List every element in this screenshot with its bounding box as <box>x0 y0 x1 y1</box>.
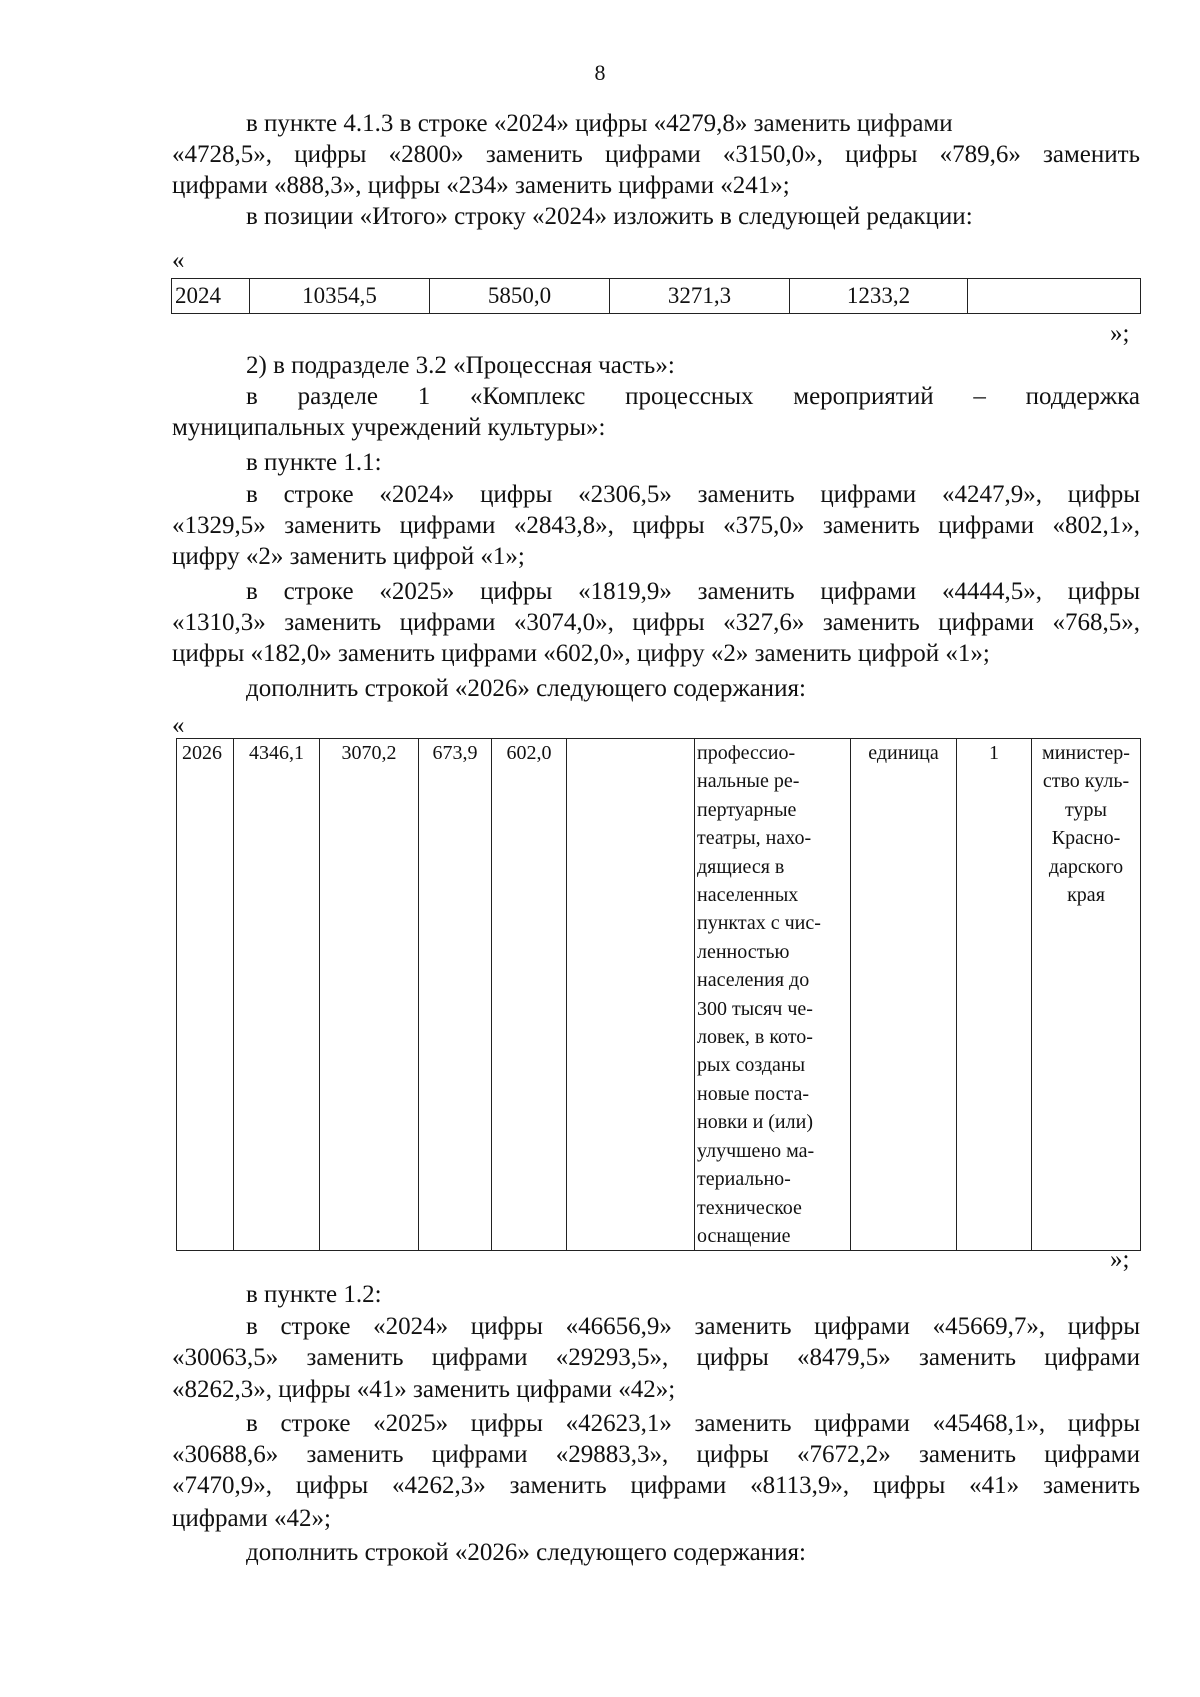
close-quote-mark: »; <box>1110 320 1130 347</box>
table-row <box>177 739 1141 1251</box>
page-number: 8 <box>594 60 606 85</box>
close-quote-mark: »; <box>1110 1246 1130 1273</box>
open-quote-mark: « <box>172 247 185 274</box>
paragraph-line: в строке «2025» цифры «42623,1» заменить цифрами «45468,1», цифры <box>246 1410 1140 1437</box>
table-cell: 2026 <box>177 739 234 1251</box>
paragraph-line: в пункте 4.1.3 в строке «2024» цифры «4279,8» заменить цифрами <box>246 110 953 137</box>
value-cell: 1 <box>957 739 1032 1251</box>
table-cell: 5850,0 <box>430 279 610 314</box>
table-cell: 1233,2 <box>790 279 968 314</box>
paragraph-line: в строке «2024» цифры «2306,5» заменить цифрами «4247,9», цифры <box>246 481 1140 508</box>
paragraph-line: «30688,6» заменить цифрами «29883,3», цифры «7672,2» заменить цифрами <box>172 1441 1140 1468</box>
table-cell: 2024 <box>172 279 250 314</box>
paragraph-line: в пункте 1.2: <box>246 1281 382 1308</box>
table-cell: 10354,5 <box>250 279 430 314</box>
paragraph-line: в позиции «Итого» строку «2024» изложить в следующей редакции: <box>246 203 973 230</box>
total-2024-table <box>171 278 1141 314</box>
unit-cell: единица <box>851 739 957 1251</box>
paragraph-line: цифрами «42»; <box>172 1505 331 1532</box>
paragraph-line: цифру «2» заменить цифрой «1»; <box>172 543 525 570</box>
row-2026-table <box>176 738 1141 1251</box>
table-cell: 4346,1 <box>234 739 320 1251</box>
paragraph-line: «1310,3» заменить цифрами «3074,0», цифры «327,6» заменить цифрами «768,5», <box>172 609 1140 636</box>
paragraph-line: дополнить строкой «2026» следующего содержания: <box>246 1539 806 1566</box>
indicator-description-cell: профессио- нальные ре- пертуарные театры, нахо- дящиеся в населенных пунктах с чис- ленностью населения до 300 тысяч че- ловек, в кото- рых созданы новые поста- новки и (или) улучшено ма- териально- техническое оснащение <box>695 739 851 1251</box>
responsible-cell: министер- ство куль- туры Краснo- дарского края <box>1032 739 1141 1251</box>
paragraph-line: «4728,5», цифры «2800» заменить цифрами «3150,0», цифры «789,6» заменить <box>172 141 1140 168</box>
table-cell <box>968 279 1141 314</box>
table-row <box>172 279 1141 314</box>
paragraph-line: «30063,5» заменить цифрами «29293,5», цифры «8479,5» заменить цифрами <box>172 1344 1140 1371</box>
table-cell <box>567 739 695 1251</box>
paragraph-line: в строке «2024» цифры «46656,9» заменить цифрами «45669,7», цифры <box>246 1313 1140 1340</box>
paragraph-line: цифрами «888,3», цифры «234» заменить цифрами «241»; <box>172 172 790 199</box>
open-quote-mark: « <box>172 712 185 739</box>
paragraph-line: в пункте 1.1: <box>246 449 382 476</box>
paragraph-line: дополнить строкой «2026» следующего содержания: <box>246 675 806 702</box>
table-cell: 3070,2 <box>320 739 419 1251</box>
paragraph-line: в строке «2025» цифры «1819,9» заменить цифрами «4444,5», цифры <box>246 578 1140 605</box>
paragraph-line: в разделе 1 «Комплекс процессных мероприятий – поддержка <box>246 383 1140 410</box>
paragraph-line: цифры «182,0» заменить цифрами «602,0», цифру «2» заменить цифрой «1»; <box>172 640 990 667</box>
table-cell: 3271,3 <box>610 279 790 314</box>
paragraph-line: «8262,3», цифры «41» заменить цифрами «42»; <box>172 1376 676 1403</box>
paragraph-line: «1329,5» заменить цифрами «2843,8», цифры «375,0» заменить цифрами «802,1», <box>172 512 1140 539</box>
table-cell: 673,9 <box>419 739 492 1251</box>
paragraph-line: муниципальных учреждений культуры»: <box>172 414 606 441</box>
paragraph-line: «7470,9», цифры «4262,3» заменить цифрами «8113,9», цифры «41» заменить <box>172 1472 1140 1499</box>
table-cell: 602,0 <box>492 739 567 1251</box>
paragraph-line: 2) в подразделе 3.2 «Процессная часть»: <box>246 352 675 379</box>
